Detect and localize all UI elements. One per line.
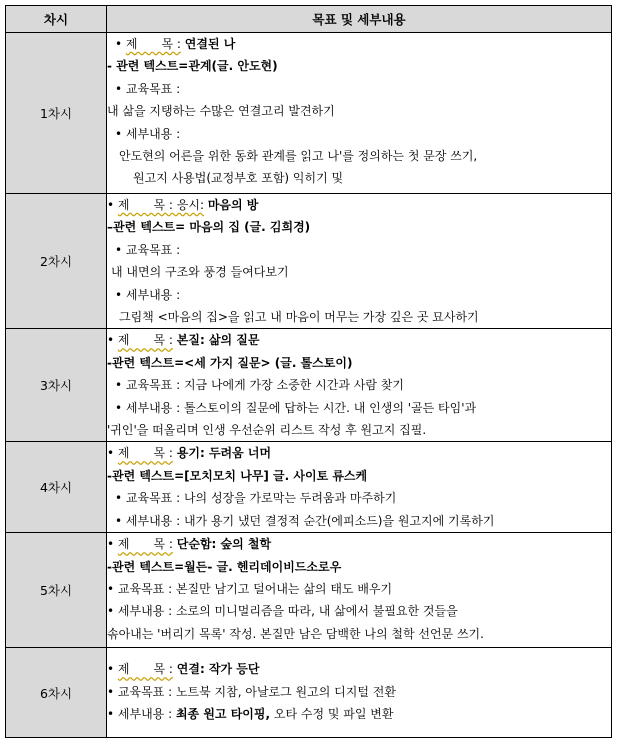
bullet-icon: • [115,513,123,528]
title-text: 연결: 작가 등단 [176,662,260,677]
bullet-icon: • [115,491,123,506]
detail-text: '귀인'을 떠올리며 인생 우선순위 리스트 작성 후 원고지 집필. [107,423,427,438]
header-content: 목표 및 세부내용 [107,6,612,33]
title-text: 단순함: 숲의 철학 [176,537,272,552]
bullet-icon: • [107,604,115,619]
title-label: 제 목 : [117,333,173,348]
detail-text: 솎아내는 '버리기 목록' 작성. 본질만 남은 담백한 나의 철학 선언문 쓰기. [107,626,484,641]
detail-bold-text: 최종 원고 타이핑, [175,706,271,721]
goal-label-line [107,78,611,100]
session-label: 3차시 [6,329,107,442]
title-line [107,329,611,351]
bullet-icon: • [115,81,123,96]
title-label: 제 목 : [117,446,173,461]
title-label: 제 목 : [117,662,173,677]
goal-label: 교육목표 : [117,684,173,699]
bullet-icon: • [107,333,115,348]
session-content [107,648,612,738]
table-row [6,33,612,194]
bullet-icon: • [107,662,115,677]
bullet-icon: • [107,446,115,461]
header-session: 차시 [6,6,107,33]
detail-text: 내가 용기 냈던 결정적 순간(에피소드)을 원고지에 기록하기 [183,513,495,528]
detail-text: 오타 수정 및 파일 변환 [273,706,394,721]
goal-text: 지금 나에게 가장 소중한 시간과 사람 찾기 [183,378,404,393]
detail-text: 원고지 사용법(교정부호 포함) 익히기 및 [133,171,344,186]
detail-text: 그림책 <마음의 집>을 읽고 내 마음이 머무는 가장 깊은 곳 묘사하기 [119,310,479,325]
bullet-icon: • [115,242,123,257]
goal-line [107,374,611,396]
table-row [6,533,612,648]
bullet-icon: • [107,706,115,721]
detail-line [107,600,611,622]
session-label: 6차시 [6,648,107,738]
bullet-icon: • [107,537,115,552]
session-label: 2차시 [6,194,107,329]
related-text: - 관련 텍스트=관계(글. 안도현) [107,59,278,74]
detail-line [107,397,611,419]
goal-label: 교육목표 : [125,491,181,506]
title-label: 제 목 : [117,537,173,552]
goal-label: 교육목표 : [125,81,181,96]
header-row [6,6,612,33]
detail-label: 세부내용 : [125,287,181,302]
title-line [107,658,611,680]
title-text: 용기: 두려움 너머 [176,446,272,461]
related-text: -관련 텍스트=<세 가지 질문> (글. 톨스토이) [107,355,353,370]
session-label: 5차시 [6,533,107,648]
table-row [6,442,612,533]
bullet-icon: • [115,126,123,141]
title-line [107,442,611,464]
detail-label: 세부내용 : [125,513,181,528]
goal-line [107,578,611,600]
bullet-icon: • [115,37,123,51]
detail-text: 소로의 미니멀리즘을 따라, 내 삶에서 불필요한 것들을 [175,604,458,619]
bullet-icon: • [107,198,115,212]
table-row [6,194,612,329]
goal-text: 노트북 지참, 아날로그 원고의 디지털 전환 [175,684,396,699]
bullet-icon: • [115,378,123,393]
goal-label: 교육목표 : [125,378,181,393]
title-line [107,194,611,216]
goal-text: 내 내면의 구조와 풍경 들여다보기 [111,265,289,280]
bullet-icon: • [115,287,123,302]
detail-line [107,703,611,725]
title-line [107,33,611,55]
session-content [107,533,612,648]
detail-text: 톨스토이의 질문에 답하는 시간. 내 인생의 '골든 타임'과 [183,400,477,415]
detail-label-line [107,123,611,145]
detail-text: 안도현의 어른을 위한 동화 관계를 읽고 나'를 정의하는 첫 문장 쓰기, [119,149,478,164]
title-line [107,533,611,555]
detail-label-line [107,284,611,306]
related-text: -관련 텍스트=월든- 글. 헨리데이비드소로우 [107,559,342,574]
bullet-icon: • [107,684,115,699]
title-text: 연결된 나 [184,37,236,51]
table-row [6,648,612,738]
title-label: 제 목 : [125,37,181,51]
session-content [107,194,612,329]
goal-text: 내 삶을 지탱하는 수많은 연결고리 발견하기 [107,104,335,119]
session-label: 4차시 [6,442,107,533]
detail-line [107,510,611,532]
detail-label: 세부내용 : [117,706,173,721]
bullet-icon: • [115,400,123,415]
detail-label: 세부내용 : [125,400,181,415]
goal-label: 교육목표 : [117,581,173,596]
bullet-icon: • [107,581,115,596]
session-label: 1차시 [6,33,107,194]
related-text: –관련 텍스트= 마음의 집 (글. 김희경) [107,220,311,235]
title-text: 본질: 삶의 질문 [176,333,260,348]
goal-line [107,487,611,509]
goal-line [107,681,611,703]
title-label: 제 목 : 응시: [117,198,204,212]
session-content [107,33,612,194]
goal-text: 본질만 남기고 덜어내는 삶의 태도 배우기 [175,581,393,596]
goal-label: 교육목표 : [125,242,181,257]
lesson-plan-table [5,5,612,738]
title-text: 마음의 방 [207,198,259,212]
goal-label-line [107,239,611,261]
session-content [107,329,612,442]
table-row [6,329,612,442]
related-text: -관련 텍스트=[모치모치 나무] 글. 사이토 류스케 [107,468,368,483]
detail-label: 세부내용 : [125,126,181,141]
detail-label: 세부내용 : [117,604,173,619]
session-content [107,442,612,533]
goal-text: 나의 성장을 가로막는 두려움과 마주하기 [183,491,397,506]
